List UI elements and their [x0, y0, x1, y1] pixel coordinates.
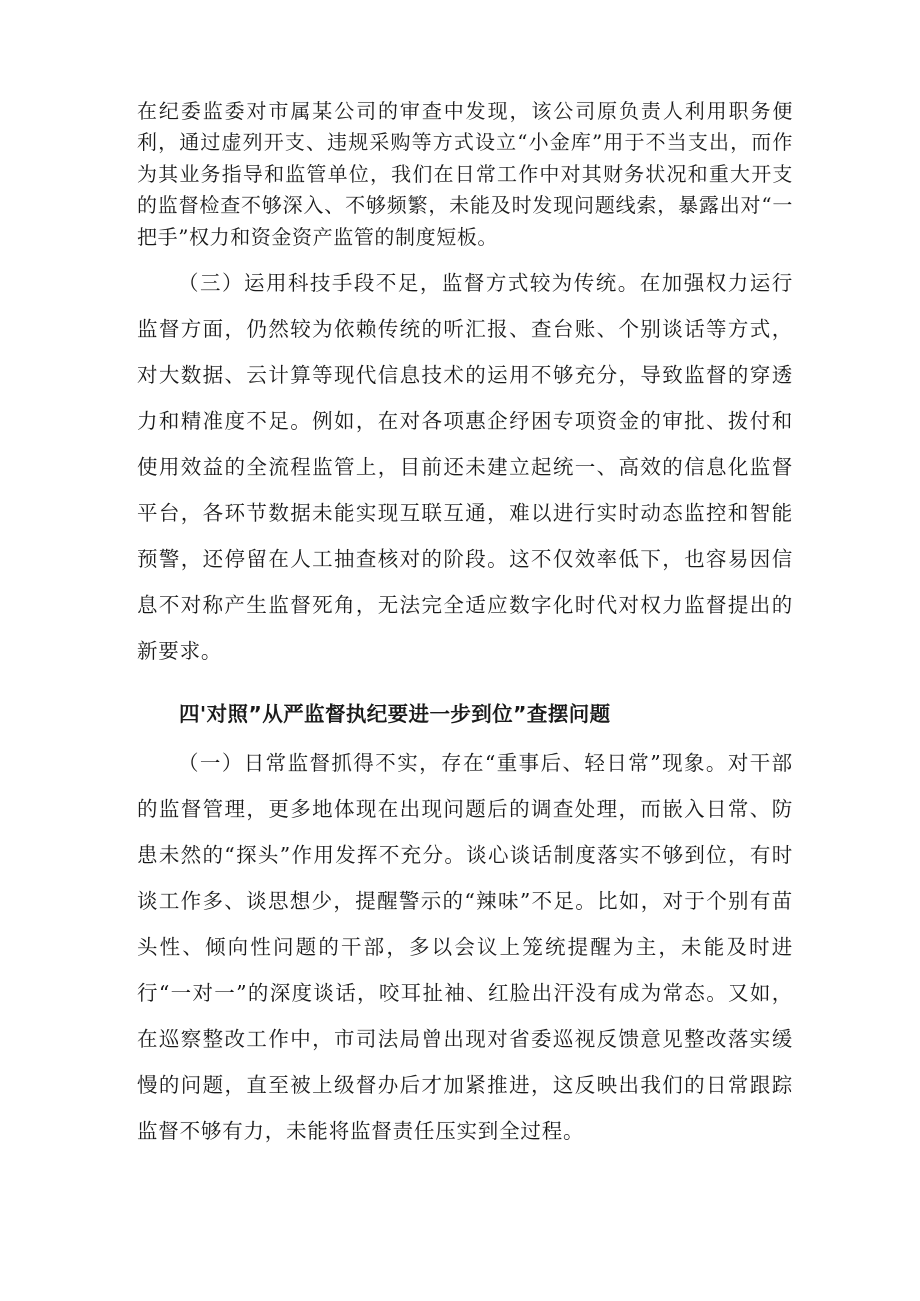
paragraph-daily-supervision: （一）日常监督抓得不实，存在“重事后、轻日常”现象。对干部的监督管理，更多地体现在出现问题后的调查处理，而嵌入日常、防患未然的“探头”作用发挥不充分。谈心谈话制度落实不够到位，有时谈工作多、谈思想少，提醒警示的“辣味”不足。比如，对于个别有苗头性、倾向性问题的干部，多以会议上笼统提醒为主，未能及时进行“一对一”的深度谈话，咬耳扯袖、红脸出汗没有成为常态。又如，在巡察整改工作中，市司法局曾出现对省委巡视反馈意见整改落实缓慢的问题，直至被上级督办后才加紧推进，这反映出我们的日常跟踪监督不够有力，未能将监督责任压实到全过程。 [137, 751, 793, 1143]
section-heading-four: 四'对照”从严监督执纪要进一步到位”查摆问题 [179, 702, 611, 726]
paragraph-supervision-gap: 在纪委监委对市属某公司的审查中发现，该公司原负责人利用职务便利，通过虚列开支、违规采购等方式设立“小金库”用于不当支出，而作为其业务指导和监管单位，我们在日常工作中对其财务状况和重大开支的监督检查不够深入、不够频繁，未能及时发现问题线索，暴露出对“一把手”权力和资金资产监管的制度短板。 [137, 99, 793, 249]
paragraph-technology-means: （三）运用科技手段不足，监督方式较为传统。在加强权力运行监督方面，仍然较为依赖传统的听汇报、查台账、个别谈话等方式，对大数据、云计算等现代信息技术的运用不够充分，导致监督的穿透力和精准度不足。例如，在对各项惠企纾困专项资金的审批、拨付和使用效益的全流程监管上，目前还未建立起统一、高效的信息化监督平台，各环节数据未能实现互联互通，难以进行实时动态监控和智能预警，还停留在人工抽查核对的阶段。这不仅效率低下，也容易因信息不对称产生监督死角，无法完全适应数字化时代对权力监督提出的新要求。 [137, 271, 793, 663]
